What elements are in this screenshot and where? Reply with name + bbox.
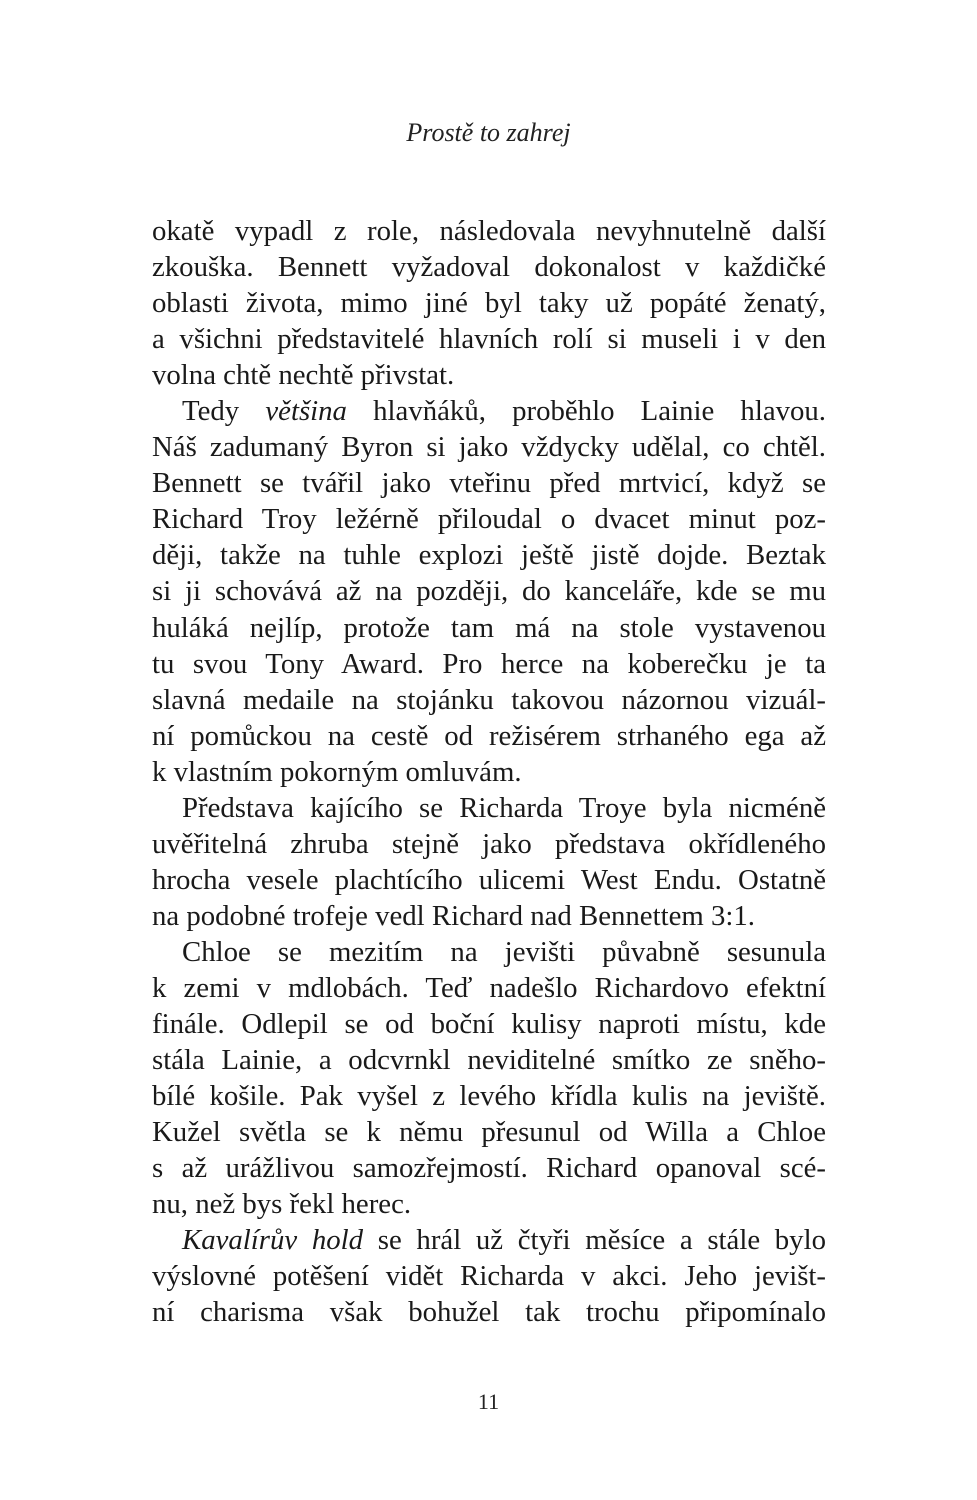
text-line: tu svou Tony Award. Pro herce na koberečku je ta <box>152 647 826 680</box>
text-line: k vlastním pokorným omluvám. <box>152 755 522 788</box>
italic-emphasis: Kavalírův hold <box>182 1224 364 1257</box>
running-header: Prostě to zahrej <box>406 118 571 147</box>
body-text <box>152 213 826 1330</box>
text-line: stála Lainie, a odcvrnkl neviditelné smítko ze sněho- <box>152 1044 826 1077</box>
text-line: s až urážlivou samozřejmostí. Richard opanoval scé- <box>152 1152 826 1185</box>
text-line: si ji schovává až na později, do kanceláře, kde se mu <box>152 575 826 608</box>
text-line: výslovné potěšení vidět Richarda v akci. Jeho jevišt- <box>152 1260 826 1293</box>
text-line: Náš zadumaný Byron si jako vždycky udělal, co chtěl. <box>152 431 826 464</box>
text-line-with-italic <box>152 393 826 429</box>
text-line: Představa kajícího se Richarda Troye byla nicméně <box>182 791 826 824</box>
text-line: na podobné trofeje vedl Richard nad Bennettem 3:1. <box>152 899 755 932</box>
text-line: hrocha vesele plachtícího ulicemi West Endu. Ostatně <box>152 863 826 896</box>
text-segment: se hrál už čtyři měsíce a stále bylo <box>363 1224 826 1257</box>
text-line: Richard Troy ležérně přiloudal o dvacet minut poz- <box>152 503 826 536</box>
text-line: zkouška. Bennett vyžadoval dokonalost v každičké <box>152 251 826 284</box>
text-line: Kužel světla se k němu přesunul od Willa a Chloe <box>152 1116 826 1149</box>
text-line: okatě vypadl z role, následovala nevyhnutelně další <box>152 215 826 247</box>
text-line: k zemi v mdlobách. Teď nadešlo Richardovo efektní <box>152 971 826 1004</box>
text-line: uvěřitelná zhruba stejně jako představa okřídleného <box>152 827 826 860</box>
text-segment: Tedy <box>182 395 266 428</box>
text-line: bílé košile. Pak vyšel z levého křídla kulis na jeviště. <box>152 1080 826 1113</box>
text-segment: hlavňáků, proběhlo Lainie hlavou. <box>346 395 827 428</box>
text-line: huláká nejlíp, protože tam má na stole vystavenou <box>152 611 826 644</box>
text-line: slavná medaile na stojánku takovou názornou vizuál- <box>152 683 826 716</box>
text-line: ní charisma však bohužel tak trochu připomínalo <box>152 1296 826 1329</box>
text-line: Chloe se mezitím na jevišti půvabně sesunula <box>182 935 826 968</box>
text-line: Bennett se tvářil jako vteřinu před mrtvicí, když se <box>152 467 826 500</box>
text-line: oblasti života, mimo jiné byl taky už popáté ženatý, <box>152 287 826 320</box>
text-line: finále. Odlepil se od boční kulisy naproti místu, kde <box>152 1008 826 1041</box>
text-line: ději, takže na tuhle explozi ještě jistě dojde. Beztak <box>152 539 826 572</box>
text-line: ní pomůckou na cestě od režisérem strhaného ega až <box>152 719 826 752</box>
italic-emphasis: většina <box>265 395 347 428</box>
text-line: a všichni představitelé hlavních rolí si museli i v den <box>152 323 826 356</box>
text-line-with-italic <box>152 1222 826 1258</box>
text-line: nu, než bys řekl herec. <box>152 1188 412 1221</box>
page-number: 11 <box>477 1389 500 1414</box>
text-line: volna chtě nechtě přivstat. <box>152 359 455 392</box>
